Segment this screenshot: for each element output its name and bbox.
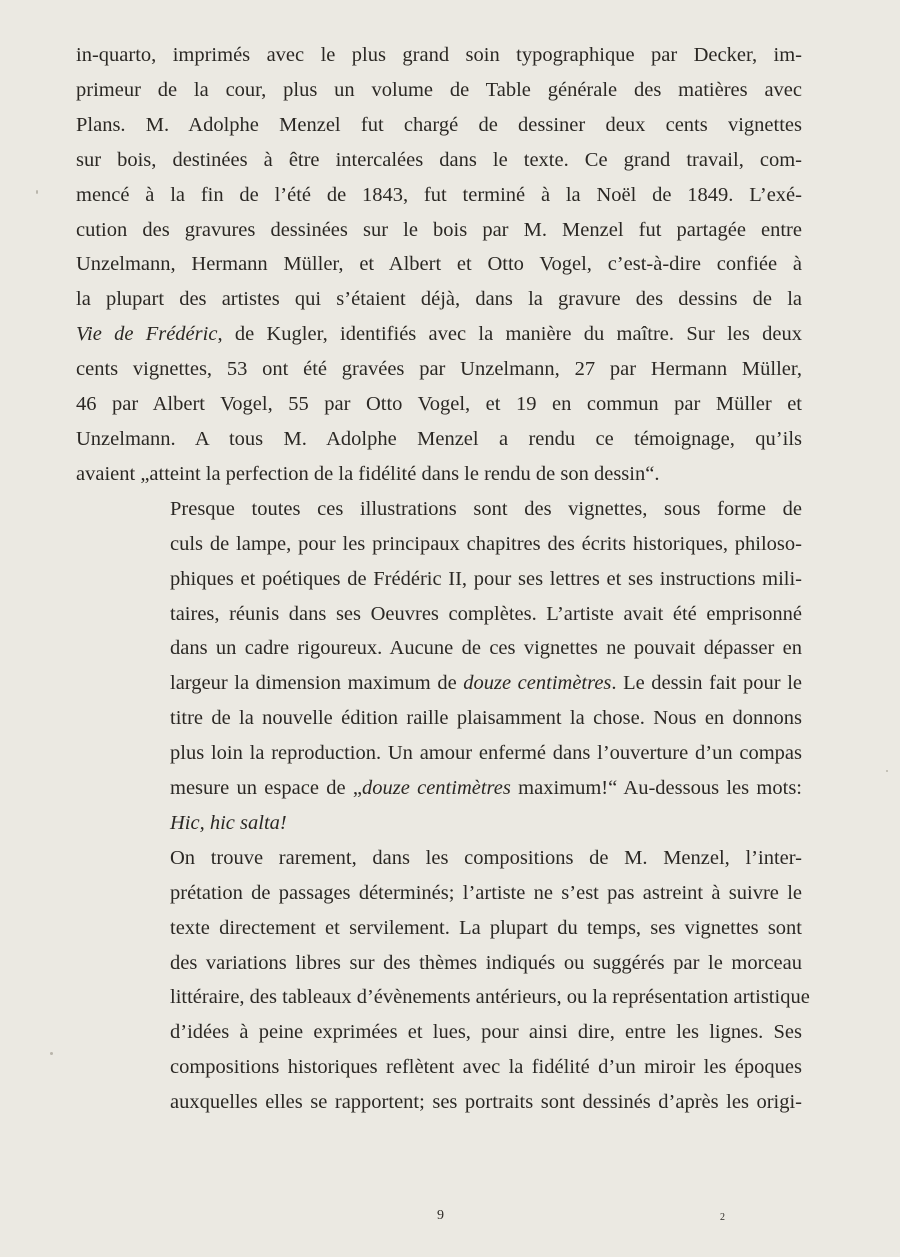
- text-line: mencé à la fin de l’été de 1843, fut terminé à la Noël de 1849. L’exé-: [76, 183, 802, 206]
- text-line: mesure un espace de „douze centimètres maximum!“ Au-dessous les mots:: [170, 777, 802, 800]
- paragraph-1: [76, 38, 802, 492]
- text-line: primeur de la cour, plus un volume de Table générale des matières avec: [76, 78, 802, 101]
- text-line: cution des gravures dessinées sur le bois par M. Menzel fut partagée entre: [76, 218, 802, 241]
- text-line: texte directement et servilement. La plupart du temps, ses vignettes sont: [170, 916, 802, 939]
- text-line: taires, réunis dans ses Oeuvres complètes. L’artiste avait été emprisonné: [170, 602, 802, 625]
- paper-speck: [36, 190, 38, 194]
- text-line: Unzelmann. A tous M. Adolphe Menzel a rendu ce témoignage, qu’ils: [76, 427, 802, 450]
- text-line: in-quarto, imprimés avec le plus grand soin typographique par Decker, im-: [76, 44, 802, 66]
- text-line: Presque toutes ces illustrations sont des vignettes, sous forme de: [170, 497, 802, 520]
- text-line: avaient „atteint la perfection de la fidélité dans le rendu de son dessin“.: [76, 462, 660, 485]
- text-line: On trouve rarement, dans les compositions de M. Menzel, l’inter-: [170, 846, 802, 869]
- text-line: dans un cadre rigoureux. Aucune de ces vignettes ne pouvait dépasser en: [170, 637, 802, 660]
- text-line: largeur la dimension maximum de douze centimètres. Le dessin fait pour le: [170, 672, 802, 695]
- italic-text: douze centimètres: [463, 672, 612, 695]
- text-line: Plans. M. Adolphe Menzel fut chargé de dessiner deux cents vignettes: [76, 113, 802, 136]
- text-line: la plupart des artistes qui s’étaient déjà, dans la gravure des dessins de la: [76, 288, 802, 311]
- page-number: 9: [437, 1208, 444, 1223]
- text-line: prétation de passages déterminés; l’artiste ne s’est pas astreint à suivre le: [170, 881, 802, 904]
- text-line: compositions historiques reflètent avec la fidélité d’un miroir les époques: [170, 1056, 802, 1079]
- body-text: [76, 38, 810, 1120]
- paragraph-2: [76, 492, 802, 841]
- paper-speck: [50, 1052, 53, 1055]
- paper-speck: [886, 770, 888, 772]
- text-line: d’idées à peine exprimées et lues, pour ainsi dire, entre les lignes. Ses: [170, 1021, 802, 1044]
- signature-mark: 2: [720, 1212, 725, 1223]
- italic-text: douze centimètres: [361, 777, 511, 800]
- text-line: plus loin la reproduction. Un amour enfermé dans l’ouverture d’un compas: [170, 742, 802, 765]
- text-line: sur bois, destinées à être intercalées dans le texte. Ce grand travail, com-: [76, 148, 802, 171]
- text-line: 46 par Albert Vogel, 55 par Otto Vogel, et 19 en commun par Müller et: [76, 393, 802, 416]
- text-line: des variations libres sur des thèmes indiqués ou suggérés par le morceau: [170, 951, 802, 974]
- text-line: phiques et poétiques de Frédéric II, pour ses lettres et ses instructions mili-: [170, 567, 802, 590]
- text-line: titre de la nouvelle édition raille plaisamment la chose. Nous en donnons: [170, 707, 802, 730]
- text-line: cents vignettes, 53 ont été gravées par Unzelmann, 27 par Hermann Müller,: [76, 358, 802, 381]
- text-line: littéraire, des tableaux d’évènements antérieurs, ou la représentation artistique: [170, 986, 810, 1009]
- text-line: culs de lampe, pour les principaux chapitres des écrits historiques, philoso-: [170, 532, 802, 555]
- text-line: Unzelmann, Hermann Müller, et Albert et Otto Vogel, c’est-à-dire confiée à: [76, 253, 802, 276]
- paragraph-3: [76, 841, 810, 1120]
- italic-text: Vie de Frédéric: [76, 323, 218, 346]
- italic-text: Hic, hic salta!: [170, 811, 287, 834]
- text-line: Vie de Frédéric, de Kugler, identifiés avec la manière du maître. Sur les deux: [76, 323, 802, 346]
- text-line: auxquelles elles se rapportent; ses portraits sont dessinés d’après les origi-: [170, 1091, 802, 1114]
- text-line: [76, 806, 802, 841]
